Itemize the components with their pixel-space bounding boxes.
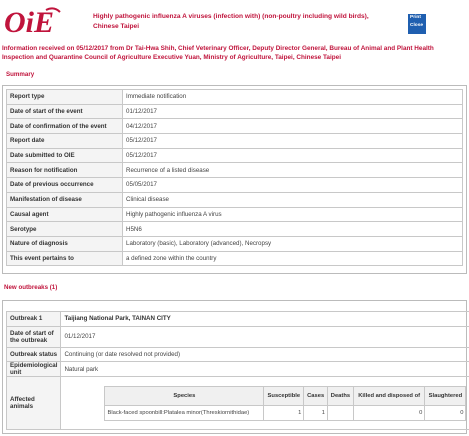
- summary-heading: Summary: [6, 71, 35, 78]
- svg-text:OiE: OiE: [4, 6, 55, 38]
- summary-value: 05/05/2017: [123, 178, 463, 193]
- summary-value: 04/12/2017: [123, 119, 463, 134]
- affected-animals-cell: [61, 377, 469, 430]
- summary-value: Clinical disease: [123, 192, 463, 207]
- summary-value: Recurrence of a listed disease: [123, 163, 463, 178]
- outbreak-location: Taijiang National Park, TAINAN CITY: [61, 312, 469, 327]
- oie-logo: [2, 6, 86, 38]
- summary-label: Report date: [7, 134, 123, 149]
- susceptible-header: Susceptible: [264, 387, 304, 406]
- species-header: Species: [105, 387, 264, 406]
- summary-value: 01/12/2017: [123, 104, 463, 119]
- page-title: Highly pathogenic influenza A viruses (infection with) (non-poultry including wild birds), Chinese Taipei: [93, 13, 369, 30]
- summary-label: Serotype: [7, 222, 123, 237]
- information-received-line: Information received on 05/12/2017 from Dr Tai-Hwa Shih, Chief Veterinary Officer, Deputy Director General, Bureau of Animal and Plant Health Inspection and Quarantine Council of Agriculture Executive Yuan, Ministry of Agriculture, Taipei, Chinese Taipei: [2, 45, 434, 61]
- summary-row: [7, 222, 463, 237]
- epi-unit-value: Natural park: [61, 362, 469, 377]
- summary-value: 05/12/2017: [123, 148, 463, 163]
- summary-label: Date of confirmation of the event: [7, 119, 123, 134]
- summary-label: This event pertains to: [7, 251, 123, 266]
- outbreak-row: [7, 347, 469, 362]
- new-outbreaks-link[interactable]: New outbreaks (1): [4, 284, 58, 291]
- summary-row: [7, 251, 463, 266]
- summary-row: [7, 192, 463, 207]
- slaughtered-value: 0: [425, 406, 466, 421]
- summary-row: [7, 236, 463, 251]
- outbreak-start-value: 01/12/2017: [61, 326, 469, 347]
- outbreak-status-label: Outbreak status: [7, 347, 61, 362]
- deaths-value: [327, 406, 353, 421]
- affected-animals-label: Affected animals: [7, 377, 61, 430]
- summary-label: Report type: [7, 90, 123, 105]
- summary-row: [7, 104, 463, 119]
- outbreak-row: [7, 362, 469, 377]
- species-table: [104, 386, 466, 421]
- summary-label: Nature of diagnosis: [7, 236, 123, 251]
- summary-label: Date of start of the event: [7, 104, 123, 119]
- summary-row: [7, 163, 463, 178]
- summary-label: Date submitted to OIE: [7, 148, 123, 163]
- summary-value: 05/12/2017: [123, 134, 463, 149]
- summary-row: [7, 119, 463, 134]
- summary-row: [7, 178, 463, 193]
- species-name: Black-faced spoonbill:Platalea minor(Threskiornithidae): [105, 406, 264, 421]
- summary-label: Date of previous occurrence: [7, 178, 123, 193]
- summary-label: Causal agent: [7, 207, 123, 222]
- summary-label: Reason for notification: [7, 163, 123, 178]
- outbreak-status-value: Continuing (or date resolved not provided): [61, 347, 469, 362]
- outbreak-row: [7, 326, 469, 347]
- outbreak-row: [7, 312, 469, 327]
- summary-value: Immediate notification: [123, 90, 463, 105]
- killed-header: Killed and disposed of: [353, 387, 424, 406]
- outbreak-start-label: Date of start of the outbreak: [7, 326, 61, 347]
- print-close-panel[interactable]: [408, 14, 426, 34]
- summary-value: a defined zone within the country: [123, 251, 463, 266]
- cases-value: 1: [304, 406, 328, 421]
- epi-unit-label: Epidemiological unit: [7, 362, 61, 377]
- summary-panel: [2, 85, 467, 274]
- slaughtered-header: Slaughtered: [425, 387, 466, 406]
- species-row: [105, 406, 466, 421]
- outbreak-label: Outbreak 1: [7, 312, 61, 327]
- close-link[interactable]: Close: [410, 23, 424, 28]
- summary-value: H5N6: [123, 222, 463, 237]
- outbreak-table: [6, 311, 469, 430]
- summary-table: [6, 89, 463, 266]
- killed-value: 0: [353, 406, 424, 421]
- cases-header: Cases: [304, 387, 328, 406]
- affected-animals-row: [7, 377, 469, 430]
- print-link[interactable]: Print: [410, 15, 421, 20]
- summary-row: [7, 134, 463, 149]
- summary-row: [7, 90, 463, 105]
- susceptible-value: 1: [264, 406, 304, 421]
- outbreak-panel: [2, 300, 467, 434]
- summary-value: Highly pathogenic influenza A virus: [123, 207, 463, 222]
- summary-row: [7, 207, 463, 222]
- summary-label: Manifestation of disease: [7, 192, 123, 207]
- deaths-header: Deaths: [327, 387, 353, 406]
- summary-row: [7, 148, 463, 163]
- summary-value: Laboratory (basic), Laboratory (advanced), Necropsy: [123, 236, 463, 251]
